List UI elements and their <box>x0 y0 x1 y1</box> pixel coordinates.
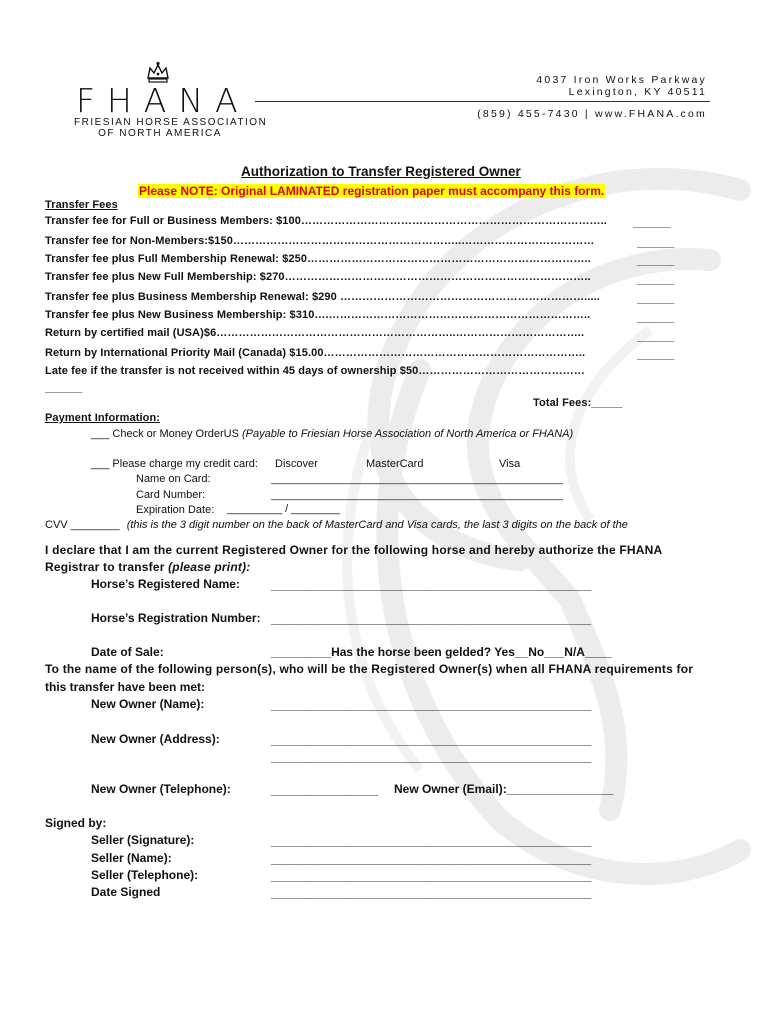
fee-item-label: Transfer fee for Full or Business Members: $100……………………………………………………………………….. <box>45 215 607 227</box>
note-text: Please NOTE: Original LAMINATED registration paper must accompany this form. <box>139 184 605 198</box>
horse-name-label: Horse’s Registered Name: <box>91 577 240 591</box>
fee-item-blank[interactable]: ______ <box>633 217 671 229</box>
declaration-line2-text: Registrar to transfer <box>45 560 169 574</box>
logo-wordmark: FHANA <box>76 81 250 120</box>
date-of-sale-label: Date of Sale: <box>91 645 164 659</box>
card-visa[interactable]: Visa <box>499 458 521 470</box>
new-owner-intro-line1: To the name of the following person(s), who will be the Registered Owner(s) when all FHANA requirements for <box>45 662 694 676</box>
new-owner-intro-line2: this transfer have been met: <box>45 680 206 694</box>
name-on-card-label: Name on Card: <box>136 473 211 485</box>
fee-item-label: Transfer fee for Non-Members:$150……………………………………………………..……………………………… <box>45 235 595 247</box>
please-print-note: (please print): <box>168 560 251 574</box>
note-banner <box>138 182 605 200</box>
cvv-field[interactable]: CVV ________ <box>45 519 120 531</box>
seller-name-field[interactable]: ________________________________________________ <box>271 852 592 866</box>
fee-item-blank[interactable]: ______ <box>637 255 675 267</box>
address-line1: 4037 Iron Works Parkway <box>536 74 707 86</box>
declaration-line2 <box>45 560 250 574</box>
date-signed-field[interactable]: ________________________________________________ <box>271 886 592 900</box>
fee-item-blank[interactable]: ______ <box>637 293 675 305</box>
fees-heading: Transfer Fees <box>45 199 118 211</box>
cvv-row[interactable] <box>45 519 628 531</box>
credit-card-option[interactable]: ___ Please charge my credit card: <box>91 458 258 470</box>
fee-item-blank[interactable]: ______ <box>637 237 675 249</box>
logo-subtitle-line2: OF NORTH AMERICA <box>98 128 222 139</box>
declaration-line1: I declare that I am the current Registered Owner for the following horse and hereby authorize the FHANA <box>45 543 663 557</box>
contact-line: (859) 455-7430 | www.FHANA.com <box>477 108 707 120</box>
horse-name-field[interactable]: ________________________________________________ <box>271 578 592 592</box>
new-owner-phone-label: New Owner (Telephone): <box>91 782 231 796</box>
address-line2: Lexington, KY 40511 <box>568 86 707 98</box>
horse-number-label: Horse’s Registration Number: <box>91 611 261 625</box>
check-option[interactable] <box>91 428 573 440</box>
new-owner-address-field-2[interactable]: ________________________________________________ <box>271 750 592 764</box>
fee-item-blank[interactable]: ______ <box>637 349 675 361</box>
seller-signature-label: Seller (Signature): <box>91 833 195 847</box>
fee-item-label: Transfer fee plus New Business Membership: $310….…………………………………………………………….. <box>45 309 591 321</box>
fee-item-label: Transfer fee plus Business Membership Renewal: $290 …………………………………………………………..... <box>45 291 600 303</box>
form-title: Authorization to Transfer Registered Owner <box>241 164 521 179</box>
fee-item-blank[interactable]: ______ <box>637 274 675 286</box>
payment-heading: Payment Information: <box>45 412 161 424</box>
expiration-label: Expiration Date: <box>136 504 215 516</box>
check-note: (Payable to Friesian Horse Association of North America or FHANA) <box>242 428 574 440</box>
seller-phone-field[interactable]: ________________________________________________ <box>271 869 592 883</box>
new-owner-email-field[interactable]: New Owner (Email):________________ <box>394 782 614 796</box>
seller-name-label: Seller (Name): <box>91 851 172 865</box>
check-label: ___ Check or Money OrderUS <box>91 428 239 440</box>
new-owner-phone-field[interactable]: ________________ <box>271 783 378 797</box>
cvv-note: (this is the 3 digit number on the back of MasterCard and Visa cards, the last 3 digits on the back of the <box>126 519 628 531</box>
header-divider <box>255 101 710 102</box>
card-mastercard[interactable]: MasterCard <box>366 458 424 470</box>
card-number-label: Card Number: <box>136 489 206 501</box>
seller-signature-field[interactable]: ________________________________________________ <box>271 834 592 848</box>
fee-item-blank[interactable]: ______ <box>637 312 675 324</box>
card-number-field[interactable]: __________________________________________________ <box>271 489 563 501</box>
fee-item-label: Transfer fee plus Full Membership Renewal: $250………………………………………………………………….. <box>45 253 591 265</box>
fee-item-label: Return by certified mail (USA)$6………………………………………………………..…………………………….. <box>45 327 585 339</box>
address-block <box>536 74 707 98</box>
horse-number-field[interactable]: ________________________________________________ <box>271 612 592 626</box>
signed-by-heading: Signed by: <box>45 816 107 830</box>
new-owner-address-label: New Owner (Address): <box>91 732 220 746</box>
new-owner-name-field[interactable]: ________________________________________________ <box>271 698 592 712</box>
total-fees[interactable]: Total Fees:_____ <box>533 397 623 409</box>
fee-item-label: Transfer fee plus New Full Membership: $270……………………………………………………………………….. <box>45 271 591 283</box>
date-signed-label: Date Signed <box>91 885 161 899</box>
expiration-field[interactable]: _________ / ________ <box>227 503 341 515</box>
fee-item-blank[interactable]: ______ <box>637 331 675 343</box>
late-fee-label: Late fee if the transfer is not received within 45 days of ownership $50……………………………………… <box>45 365 585 377</box>
fee-item-label: Return by International Priority Mail (Canada) $15.00…………………………………………………………….. <box>45 347 586 359</box>
logo-subtitle <box>74 117 268 139</box>
logo-subtitle-line1: FRIESIAN HORSE ASSOCIATION <box>74 117 268 128</box>
gelded-question[interactable]: _________Has the horse been gelded? Yes__No___N/A____ <box>271 645 612 659</box>
name-on-card-field[interactable]: __________________________________________________ <box>271 473 563 485</box>
card-discover[interactable]: Discover <box>275 458 318 470</box>
late-fee-blank[interactable]: ______ <box>45 382 83 394</box>
new-owner-address-field[interactable]: ________________________________________________ <box>271 733 592 747</box>
new-owner-name-label: New Owner (Name): <box>91 697 205 711</box>
seller-phone-label: Seller (Telephone): <box>91 868 199 882</box>
